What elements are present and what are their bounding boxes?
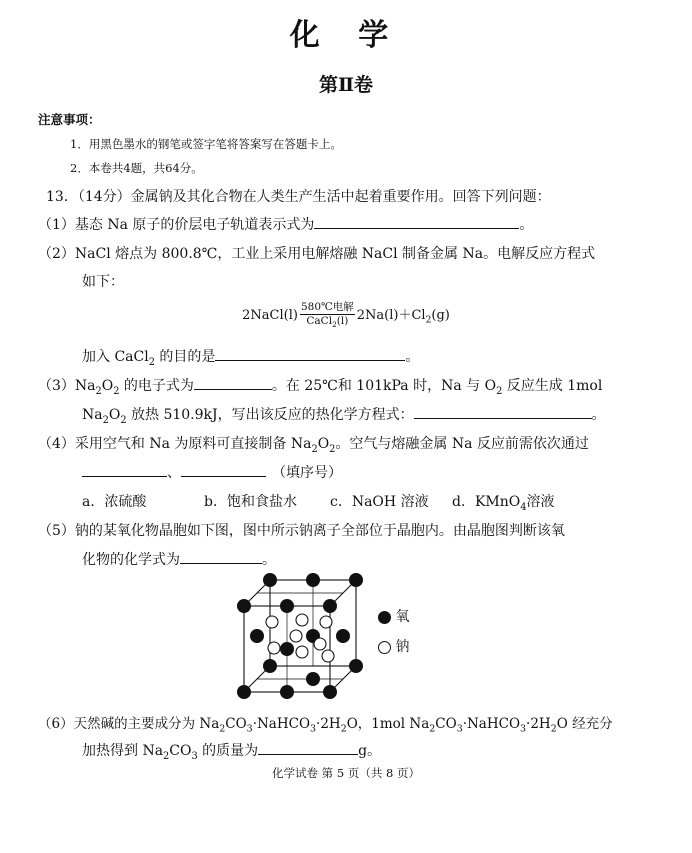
section-title: 第Ⅱ卷 [318, 74, 373, 96]
part-1-end: 。 [519, 217, 534, 233]
crystal-cell-diagram [230, 570, 390, 700]
oxygen-ion [280, 599, 294, 613]
oxygen-ion [306, 672, 320, 686]
oxygen-ion [263, 573, 277, 587]
notice-item-2: 2．本卷共4题，共64分。 [70, 161, 203, 175]
oxygen-ion [323, 685, 337, 699]
part-4-line-2: 、 （填序号） [82, 462, 342, 482]
sodium-ion [314, 638, 326, 650]
sodium-ion [296, 646, 308, 658]
legend-oxygen: 氧 [378, 606, 409, 626]
answer-blank-4a[interactable] [82, 462, 167, 477]
sodium-ion [320, 616, 332, 628]
answer-blank-2[interactable] [215, 346, 405, 361]
page-footer: 化学试卷 第 5 页（共 8 页） [272, 766, 420, 780]
part-2-line-1: （2）NaCl 熔点为 800.8℃，工业上采用电解熔融 NaCl 制备金属 Na。电解反应方程式 [38, 246, 596, 262]
oxygen-ion [323, 599, 337, 613]
option-b: b．饱和食盐水 [204, 494, 297, 510]
equation-reactant: 2NaCl(l) [242, 307, 298, 323]
oxygen-ion [349, 573, 363, 587]
answer-blank-6[interactable] [258, 740, 358, 755]
part-4-options [82, 491, 554, 513]
part-5-line-1: （5）钠的某氧化物晶胞如下图，图中所示钠离子全部位于晶胞内。由晶胞图判断该氧 [38, 523, 565, 539]
part-6-line-2: 加热得到 $Na_2CO_3$ 的质量为 g。 [82, 740, 381, 762]
answer-blank-3b[interactable] [414, 404, 592, 419]
oxygen-ion [250, 629, 264, 643]
sodium-ion [290, 630, 302, 642]
answer-blank-1[interactable] [314, 214, 519, 229]
option-c: c．NaOH 溶液 [330, 494, 429, 510]
legend-sodium: 钠 [378, 636, 409, 656]
oxygen-ion [280, 685, 294, 699]
part-6-line-1: （6）天然碱的主要成分为 $Na_2CO_3\cdot NaHCO_3\cdot 2H_2O$，1mol $Na_2CO_3\cdot NaHCO_3\cdot 2H_2O$ 经充分 [38, 716, 613, 735]
part-2-line-2: 如下： [82, 274, 124, 290]
equation-condition-over: 580℃电解 [300, 302, 355, 315]
answer-blank-3a[interactable] [194, 375, 272, 390]
sodium-ion [322, 650, 334, 662]
part-1-text: （1）基态 Na 原子的价层电子轨道表示式为 [38, 217, 315, 233]
answer-blank-4b[interactable] [181, 462, 266, 477]
notice-heading: 注意事项： [38, 112, 101, 127]
oxygen-ion [336, 629, 350, 643]
sodium-ion [296, 614, 308, 626]
part-5-line-2: 化物的化学式为 。 [82, 549, 276, 569]
answer-blank-5[interactable] [180, 549, 262, 564]
notice-item-1: 1．用黑色墨水的钢笔或签字笔将答案写在答题卡上。 [70, 137, 342, 151]
legend-oxygen-icon [378, 611, 391, 624]
part-2-ask: 加入 CaCl$_2$ 的目的是 。 [82, 346, 419, 368]
electrolysis-equation [0, 302, 692, 329]
part-1 [38, 214, 533, 234]
option-d: d．KMnO$_4$溶液 [452, 494, 555, 513]
part-3-line-1: $(3)Na_2O_2$ 的电子式为 。在 25℃和 101kPa 时，Na 与 $O_2$ 反应生成 1mol [38, 375, 602, 397]
oxygen-ion [263, 659, 277, 673]
oxygen-ion [306, 573, 320, 587]
equation-condition-under: CaCl$_2$(l) [306, 315, 349, 330]
question-stem: 13．（14分）金属钠及其化合物在人类生产生活中起着重要作用。回答下列问题： [46, 189, 551, 205]
oxygen-ion [237, 599, 251, 613]
page-title: 化 学 [289, 18, 403, 53]
legend-sodium-icon [378, 641, 391, 654]
sodium-ion [268, 642, 280, 654]
oxygen-ion [349, 659, 363, 673]
part-4-line-1: （4）采用空气和 Na 为原料可直接制备 $Na_2O_2$。空气与熔融金属 Na 反应前需依次通过 [38, 436, 589, 455]
part-3-line-2: $Na_2O_2$ 放热 510.9kJ，写出该反应的热化学方程式： 。 [82, 404, 606, 426]
option-a: a．浓硫酸 [82, 494, 147, 510]
oxygen-ion [237, 685, 251, 699]
oxygen-ion [280, 642, 294, 656]
sodium-ion [266, 616, 278, 628]
equation-products: $2Na(l)+Cl_2(g)$ [356, 307, 450, 326]
equation-condition [300, 302, 355, 329]
